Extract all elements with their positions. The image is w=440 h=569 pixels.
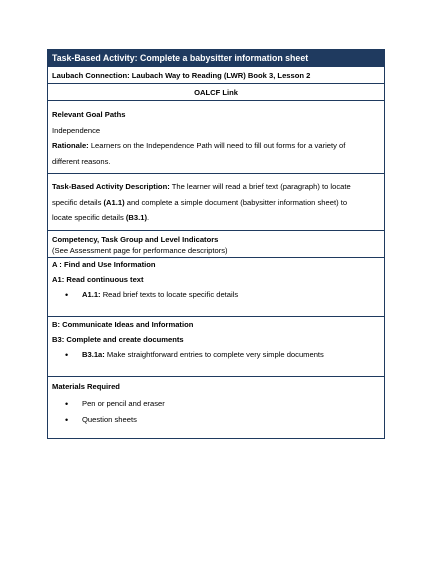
- description-text-3a: locate specific details: [52, 213, 126, 222]
- description-text-1: The learner will read a brief text (paragraph) to locate: [169, 182, 351, 191]
- rationale-line-2: different reasons.: [52, 156, 111, 166]
- description-line-1: [52, 179, 380, 195]
- materials-list: [52, 396, 380, 428]
- list-item: • Question sheets: [52, 412, 380, 428]
- b3-1a-code: B3.1a:: [82, 349, 105, 359]
- b3-heading: B3: Complete and create documents: [52, 334, 184, 344]
- list-item: [52, 347, 380, 363]
- activity-sheet: [47, 49, 385, 439]
- b3-list: [52, 347, 380, 363]
- laubach-connection: [48, 66, 384, 83]
- competency-a-heading: A : Find and Use Information: [52, 259, 156, 269]
- code-b3-1: (B3.1): [125, 213, 147, 222]
- competency-b-section: [48, 316, 384, 376]
- competency-header: [48, 230, 384, 257]
- competency-a-section: [48, 257, 384, 316]
- description-text-2a: specific details: [52, 197, 104, 207]
- laubach-label: Laubach Connection:: [52, 71, 130, 80]
- a1-list: [52, 287, 380, 303]
- list-item: • Pen or pencil and eraser: [52, 396, 380, 412]
- page-title: Task-Based Activity: Complete a babysitter information sheet: [48, 50, 384, 66]
- a1-1-code: A1.1:: [82, 289, 101, 299]
- materials-section: [48, 376, 384, 438]
- activity-description-section: [48, 173, 384, 230]
- materials-heading: Materials Required: [52, 381, 120, 391]
- list-item: [52, 287, 380, 303]
- laubach-value: Laubach Way to Reading (LWR) Book 3, Lesson 2: [129, 71, 311, 80]
- description-line-2: [52, 195, 380, 211]
- rationale-line-1: [52, 138, 380, 154]
- description-text-3b: .: [146, 213, 150, 222]
- goal-path-value: Independence: [52, 125, 101, 135]
- rationale-text: Learners on the Independence Path will need to fill out forms for a variety of: [88, 141, 346, 150]
- goal-paths-heading: Relevant Goal Paths: [52, 110, 126, 119]
- b3-1a-text: Make straightforward entries to complete very simple documents: [104, 349, 324, 359]
- description-line-3: [52, 210, 380, 226]
- a1-heading: A1: Read continuous text: [52, 274, 144, 284]
- description-text-2b: and complete a simple document (babysitter information sheet) to: [124, 197, 348, 207]
- code-a1-1: (A1.1): [103, 197, 125, 207]
- a1-1-text: Read brief texts to locate specific details: [100, 289, 239, 299]
- competency-b-heading: B: Communicate Ideas and Information: [52, 319, 194, 329]
- competency-note: (See Assessment page for performance descriptors): [52, 245, 228, 255]
- description-label: Task-Based Activity Description:: [52, 182, 170, 191]
- goal-paths-section: [48, 100, 384, 173]
- oalcf-link-heading: OALCF Link: [48, 83, 384, 100]
- rationale-label: Rationale:: [52, 141, 89, 150]
- competency-heading: Competency, Task Group and Level Indicators: [52, 234, 219, 244]
